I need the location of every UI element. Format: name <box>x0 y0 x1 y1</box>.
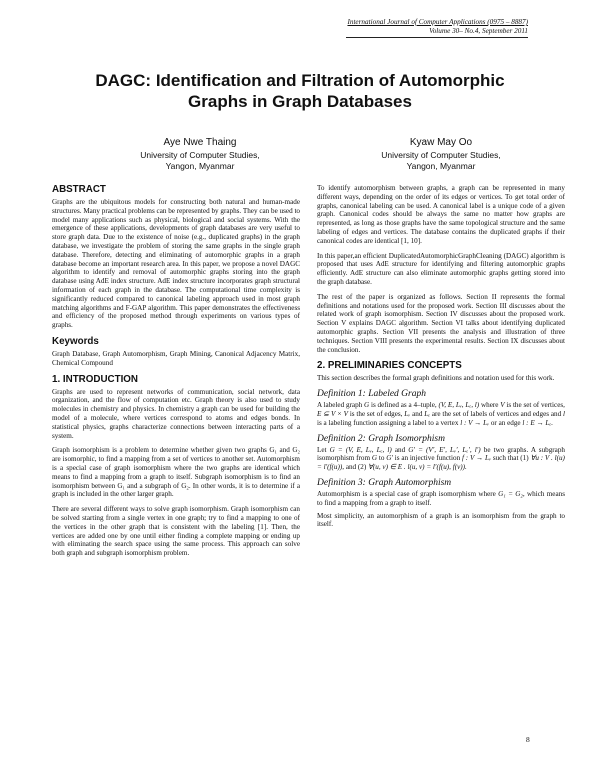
author-name: Kyaw May Oo <box>409 137 473 148</box>
keywords-heading: Keywords <box>52 335 99 347</box>
def1-Le: Lₑ <box>424 409 431 418</box>
def1-i: or an edge <box>490 418 521 427</box>
definition-2-text <box>317 446 565 472</box>
author-location: Yangon, Myanmar <box>406 161 476 171</box>
left-column <box>52 184 300 564</box>
def1-V: V <box>500 401 505 410</box>
keywords-text: Graph Database, Graph Automorphism, Graph Mining, Canonical Adjacency Matrix, Chemical Compound <box>52 349 300 367</box>
def1-Lv: Lᵥ <box>404 409 411 418</box>
introduction-heading: 1. INTRODUCTION <box>52 373 138 385</box>
def1-map2: l : E → Lₑ. <box>522 418 554 427</box>
preliminaries-heading: 2. PRELIMINARIES CONCEPTS <box>317 360 462 372</box>
def1-e: is the set of edges, <box>349 409 403 418</box>
right-paragraph-3: The rest of the paper is organized as follows. Section II represents the formal definitions and notations used for the proposed work. Section III discusses about the related work of graph isomorphism. Section IV discusses about the proposed work. Section V explains DAGC algorithm. Section VI talks about identifying duplicated automorphic graphs. Section VII presents the analysis and illustration of three techniques. Section VIII presents the experimental results. Section IX discusses about the conclusion. <box>317 292 565 354</box>
def1-b: is defined as a 4–tuple, <box>371 401 437 410</box>
definition-1-text <box>317 401 565 427</box>
def2-G2: G′ = (V′, E′, Lᵥ′, Lₑ′, l′) <box>408 445 481 454</box>
preliminaries-intro: This section describes the formal graph definitions and notation used for this work. <box>317 374 555 383</box>
def2-from: G <box>371 454 378 463</box>
definition-1-heading: Definition 1: Labeled Graph <box>317 389 426 400</box>
def2-e: is an injective function <box>394 454 461 463</box>
definition-2-heading: Definition 2: Graph Isomorphism <box>317 433 445 444</box>
def1-G: G <box>364 401 370 410</box>
def2-G: G = (V, E, Lᵥ, Lₑ, l) <box>329 445 392 454</box>
author-location: Yangon, Myanmar <box>165 161 235 171</box>
author-affiliation: University of Computer Studies, <box>140 150 260 160</box>
intro-paragraph-3: There are several different ways to solve graph isomorphism. Graph isomorphism can be solved starting from a single vertex in one graph; try to find a mapping to one of the vertices in the other graph that is consistent with the labeling [1]. Then, the vertices are added one by one until either finding a complete mapping or ending up with eliminating the search space using the same process. This approach can solve both graph and subgraph isomorphism problem. <box>52 505 300 558</box>
definition-3-heading: Definition 3: Graph Automorphism <box>317 477 452 488</box>
def2-f: f : V → Lᵥ <box>461 454 491 463</box>
def2-cond1: ∀u : V . l(u) = l′(f(u)), <box>317 454 565 472</box>
definition-3-text <box>317 490 565 508</box>
def1-map1: l : V → Lᵥ <box>460 418 490 427</box>
journal-volume: Volume 30– No.4, September 2011 <box>429 27 528 35</box>
def3-b: , which means to find a mapping from a graph to itself. <box>317 489 565 507</box>
right-paragraph-1: To identify automorphism between graphs, a graph can be represented in many different ways, depending on the order of its edges or vertices. To get total order of graphs, canonical labeling can be used. A canonical label is a unique code of a given graph. Canonical codes should be always the same no matter how graphs are represented, as long as those graphs have the same topological structure and the same labeling of edges and vertices. The database contains the duplicated graphs if their canonical codes are identical [1, 10]. <box>317 184 565 245</box>
title-line-2: Graphs in Graph Databases <box>188 92 412 111</box>
journal-name: International Journal of Computer Applications (0975 – 8887) <box>347 18 528 26</box>
def1-c: where <box>480 401 499 410</box>
def1-a: A labeled graph <box>317 401 363 410</box>
def1-d: is the set of vertices, <box>506 401 565 410</box>
def1-h: is a labeling function assigning a label to a vertex <box>317 418 459 427</box>
intro-paragraph-2: Graph isomorphism is a problem to determine whether given two graphs G₁ and G₂ are isomorphic, to find a mapping from a set of vertices to another set. Automorphism is a special case of graph isomorphism where the two graphs are identical which means to find a mapping from a graph to itself. Subgraph isomorphism is to find an isomorphism between G₁ and a subgraph of G₂. In other words, it is to determine if a graph is included in the other larger graph. <box>52 446 300 499</box>
def2-g: such that (1) <box>492 454 529 463</box>
def1-l: l <box>562 409 565 418</box>
definition-3-text-2: Most simplicity, an automorphism of a graph is an isomorphism from the graph to itself. <box>317 511 565 529</box>
right-paragraph-2: In this paper,an efficient DuplicatedAutomorphicGraphCleaning (DAGC) algorithm is proposed that uses AdE structure for identifying and filtering automorphic graphs efficiently. AdE structure can also eliminate automorphic graphs getting stored into the graph database. <box>317 251 565 286</box>
def2-h: and (2) <box>345 463 367 472</box>
def2-c: be two graphs. A subgraph isomorphism from <box>317 445 565 463</box>
def3-eq: G₁ = G₂ <box>498 489 523 498</box>
abstract-heading: ABSTRACT <box>52 184 106 195</box>
header-rule <box>346 37 528 38</box>
def1-E: E ⊆ V × V <box>317 409 348 418</box>
def2-d: to <box>378 454 385 463</box>
author-affiliation: University of Computer Studies, <box>381 150 501 160</box>
def1-f: and <box>412 409 423 418</box>
def1-g: are the set of labels of vertices and edges and <box>431 409 562 418</box>
abstract-text: Graphs are the ubiquitous models for constructing both natural and human-made structures. Many practical problems can be represented by graphs. They can be used to model many applications such as physical, biological and social systems. With the emergence of these applications, developments of graph databases are very useful to store graph data. Due to the existence of noise (e.g., duplicated graphs) in the graph database, we investigate the problem of storing the same graphs in the single graph database. Therefore, detecting and eliminating of automorphic graphs in a graph database become an important research area. In this paper, we propose a novel DAGC algorithm to identify and removal of automorphic graphs storing into the graph database using AdE index structure. AdE index structure incorporates graph structural information of each graph in the database. The computational time complexity is significantly reduced compared to canonical labeling approach used in most graph matching algorithms and F-GAP algorithm. This paper demonstrates the effectiveness and efficiency of the proposed method through experiments on various types of graphs. <box>52 198 300 330</box>
title-line-1: DAGC: Identification and Filtration of Automorphic <box>95 71 505 90</box>
def2-b: and <box>394 445 406 454</box>
paper-title <box>50 70 550 112</box>
def3-a: Automorphism is a special case of graph isomorphism where <box>317 489 496 498</box>
def1-tuple: (V, E, Lᵥ, Lₑ, l) <box>438 401 480 410</box>
journal-header <box>347 18 528 36</box>
author-name: Aye Nwe Thaing <box>163 137 237 148</box>
author-block-2 <box>341 136 541 172</box>
page-number: 8 <box>526 735 530 744</box>
def2-to: G′ <box>386 454 393 463</box>
def2-a: Let <box>317 445 327 454</box>
def2-cond2: ∀(u, v) ∈ E . l(u, v) = l′(f(u), f(v)). <box>368 463 467 472</box>
author-block-1 <box>100 136 300 172</box>
intro-paragraph-1: Graphs are used to represent networks of communication, social network, data organization, and the flow of computation etc. Graph theory is also used to study molecules in chemistry and physics. In chemistry a graph can be used for building the model of a molecule, where vertices correspond to atoms and edges bonds. In statistical physics, graphs characterize connections between interacting parts of a system. <box>52 387 300 440</box>
right-column <box>317 184 565 533</box>
